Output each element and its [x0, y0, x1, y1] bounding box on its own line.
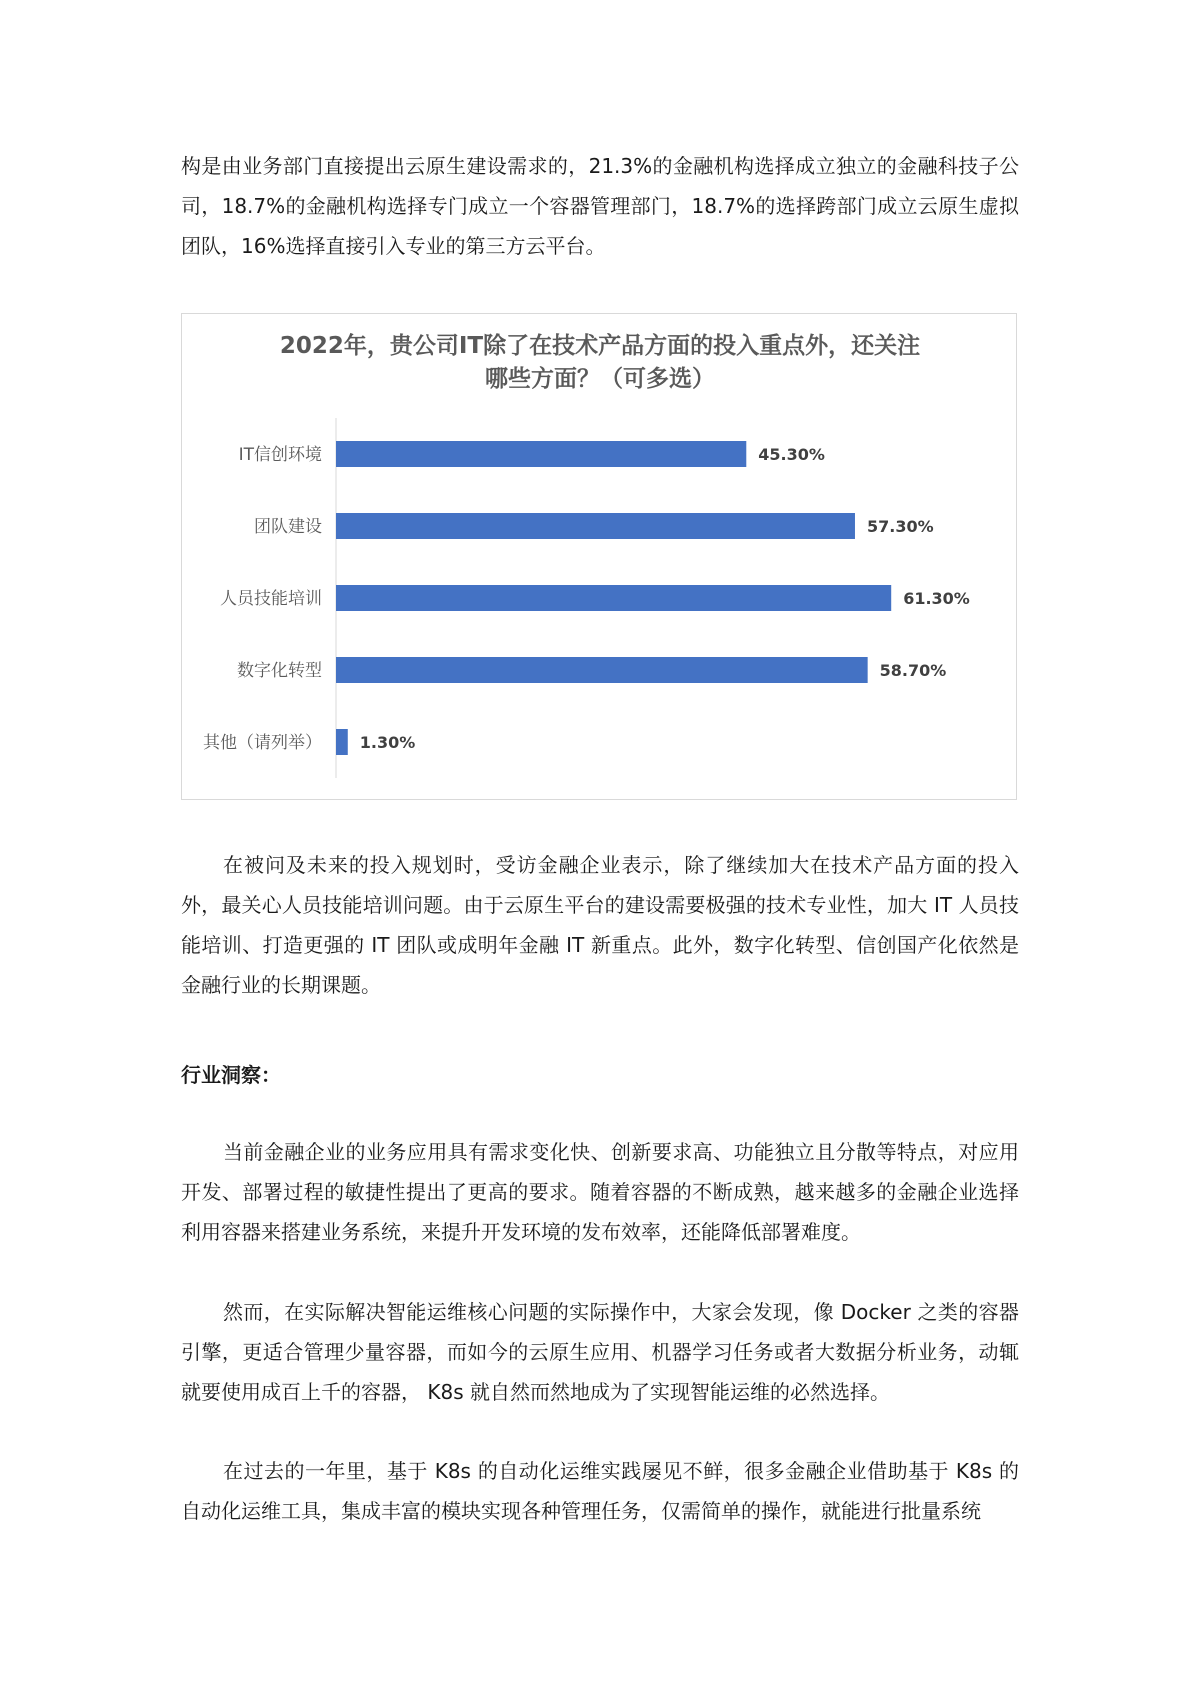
paragraph-3: 当前金融企业的业务应用具有需求变化快、创新要求高、功能独立且分散等特点，对应用开发、部署过程的敏捷性提出了更高的要求。随着容器的不断成熟，越来越多的金融企业选择利用容器来搭建业务系统，来提升开发环境的发布效率，还能降低部署难度。	[181, 1140, 1019, 1244]
chart-title-line-2: 哪些方面？（可多选）	[485, 366, 715, 392]
bar	[336, 441, 746, 467]
category-label: 数字化转型	[237, 661, 322, 681]
data-label: 57.30%	[866, 517, 934, 536]
bar-chart	[182, 314, 1016, 799]
paragraph-1: 构是由业务部门直接提出云原生建设需求的，21.3%的金融机构选择成立独立的金融科技子公司，18.7%的金融机构选择专门成立一个容器管理部门，18.7%的选择跨部门成立云原生虚拟团队，16%选择直接引入专业的第三方云平台。	[181, 154, 1019, 258]
category-label: 团队建设	[254, 517, 322, 537]
data-label: 45.30%	[758, 445, 825, 464]
paragraph-4: 然而，在实际解决智能运维核心问题的实际操作中，大家会发现，像 Docker 之类的容器引擎，更适合管理少量容器，而如今的云原生应用、机器学习任务或者大数据分析业务，动辄就要使用成百上千的容器， K8s 就自然而然地成为了实现智能运维的必然选择。	[181, 1300, 1019, 1404]
chart-container	[181, 313, 1017, 800]
data-label: 61.30%	[903, 589, 970, 608]
data-label: 58.70%	[879, 661, 947, 680]
bar	[336, 513, 855, 539]
category-label: 其他（请列举）	[203, 733, 322, 753]
paragraph-2: 在被问及未来的投入规划时，受访金融企业表示，除了继续加大在技术产品方面的投入外，最关心人员技能培训问题。由于云原生平台的建设需要极强的技术专业性，加大 IT 人员技能培训、打造更强的 IT 团队或成明年金融 IT 新重点。此外，数字化转型、信创国产化依然是金融行业的长期课题。	[181, 853, 1019, 997]
category-label: IT信创环境	[238, 445, 322, 465]
bar	[336, 585, 891, 611]
bar	[336, 729, 348, 755]
paragraph-5: 在过去的一年里，基于 K8s 的自动化运维实践屡见不鲜，很多金融企业借助基于 K8s 的自动化运维工具，集成丰富的模块实现各种管理任务，仅需简单的操作，就能进行批量系统	[181, 1459, 1019, 1523]
category-label: 人员技能培训	[220, 589, 322, 609]
section-heading: 行业洞察：	[181, 1063, 281, 1087]
chart-title-line-1: 2022年，贵公司IT除了在技术产品方面的投入重点外，还关注	[279, 333, 921, 359]
bar	[336, 657, 868, 683]
data-label: 1.30%	[359, 733, 416, 752]
